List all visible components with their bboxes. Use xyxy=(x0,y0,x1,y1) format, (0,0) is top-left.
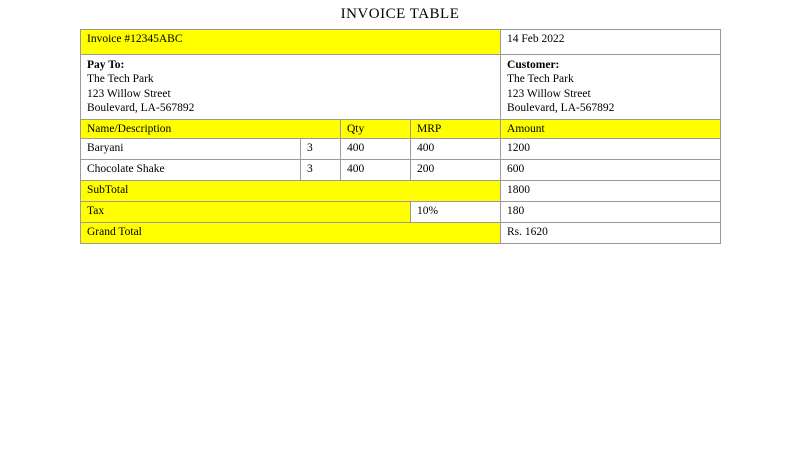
invoice-header-row xyxy=(81,30,721,55)
column-header-row xyxy=(81,119,721,138)
customer-line-3: Boulevard, LA-567892 xyxy=(507,102,615,115)
item-name: Baryani xyxy=(81,138,301,159)
customer-line-2: 123 Willow Street xyxy=(507,87,591,100)
item-price: 400 xyxy=(341,138,411,159)
invoice-table xyxy=(80,29,721,244)
tax-label: Tax xyxy=(81,201,411,222)
column-header-amount: Amount xyxy=(501,119,721,138)
parties-row xyxy=(81,55,721,120)
item-price: 400 xyxy=(341,159,411,180)
item-amount: 1200 xyxy=(501,138,721,159)
pay-to-line-1: The Tech Park xyxy=(87,73,154,86)
item-amount: 600 xyxy=(501,159,721,180)
item-name: Chocolate Shake xyxy=(81,159,301,180)
tax-rate: 10% xyxy=(411,201,501,222)
pay-to-line-2: 123 Willow Street xyxy=(87,87,171,100)
subtotal-row xyxy=(81,180,721,201)
subtotal-label: SubTotal xyxy=(81,180,501,201)
item-mrp: 200 xyxy=(411,159,501,180)
item-mrp: 400 xyxy=(411,138,501,159)
customer-cell xyxy=(501,55,721,120)
pay-to-line-3: Boulevard, LA-567892 xyxy=(87,102,195,115)
table-row xyxy=(81,159,721,180)
tax-value: 180 xyxy=(501,201,721,222)
item-qty: 3 xyxy=(301,159,341,180)
invoice-date: 14 Feb 2022 xyxy=(501,30,721,55)
subtotal-value: 1800 xyxy=(501,180,721,201)
pay-to-cell xyxy=(81,55,501,120)
pay-to-heading: Pay To: xyxy=(87,59,125,71)
grand-total-row xyxy=(81,222,721,243)
column-header-mrp: MRP xyxy=(411,119,501,138)
item-qty: 3 xyxy=(301,138,341,159)
customer-line-1: The Tech Park xyxy=(507,73,574,86)
table-row xyxy=(81,138,721,159)
customer-heading: Customer: xyxy=(507,59,560,71)
tax-row xyxy=(81,201,721,222)
column-header-qty: Qty xyxy=(341,119,411,138)
grand-total-value: Rs. 1620 xyxy=(501,222,721,243)
column-header-name: Name/Description xyxy=(81,119,341,138)
page-title: INVOICE TABLE xyxy=(340,6,460,22)
invoice-container xyxy=(0,29,800,244)
grand-total-label: Grand Total xyxy=(81,222,501,243)
invoice-number: Invoice #12345ABC xyxy=(81,30,501,55)
